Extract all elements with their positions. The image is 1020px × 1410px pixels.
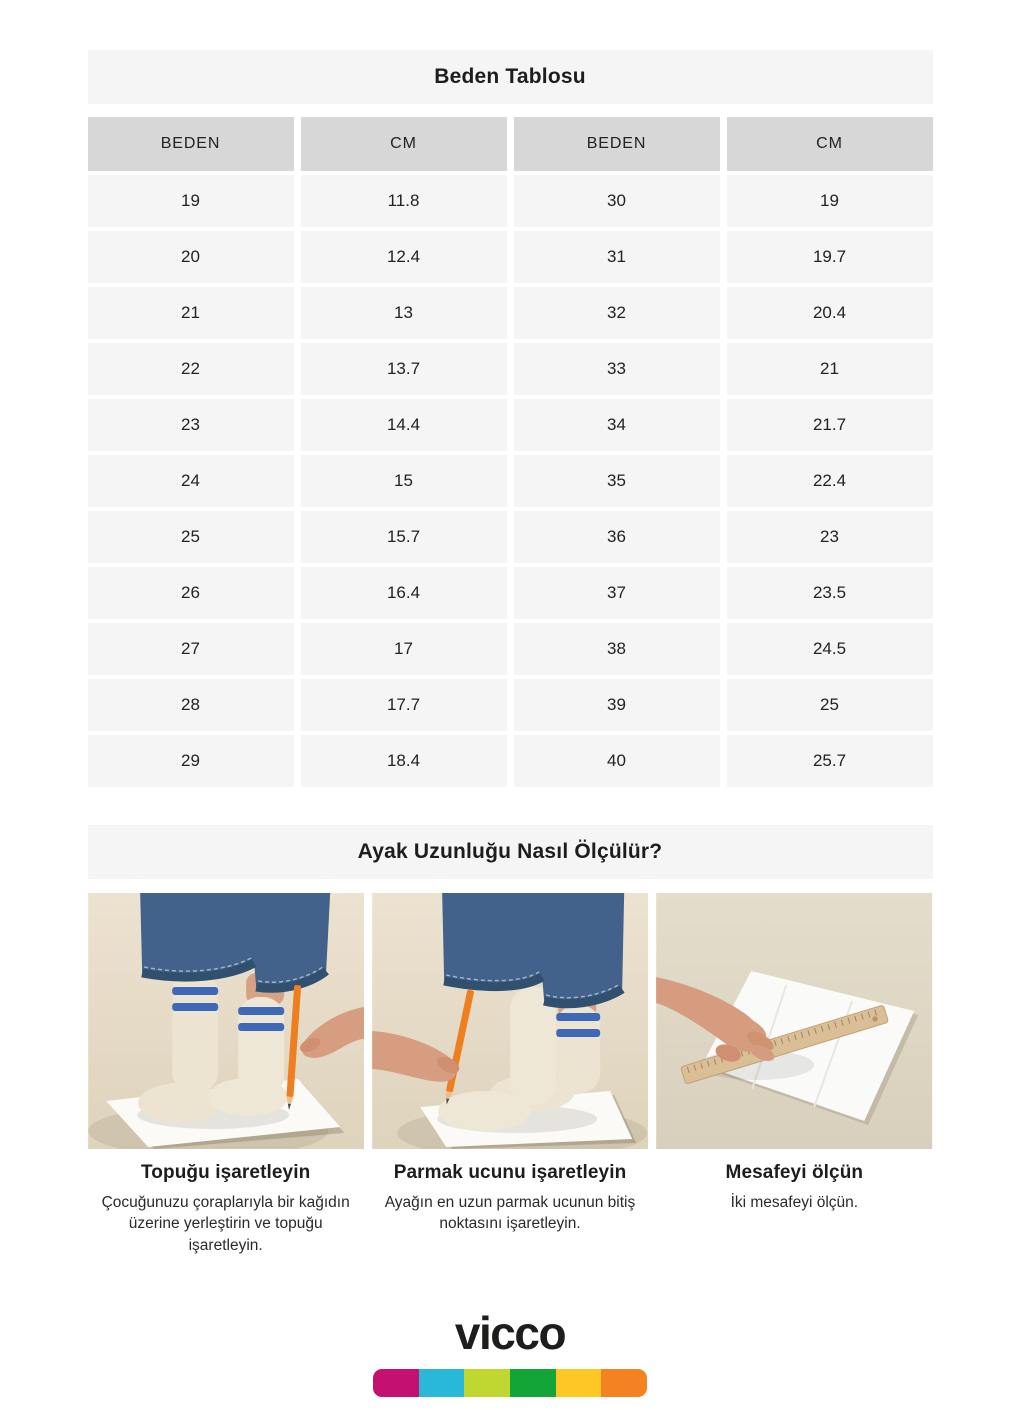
size-cell: 24 (88, 455, 294, 507)
size-cell: 30 (514, 175, 720, 227)
size-cell: 22.4 (727, 455, 933, 507)
size-cell: 38 (514, 623, 720, 675)
size-cell: 23 (727, 511, 933, 563)
size-cell: 13.7 (301, 343, 507, 395)
rainbow-bar (373, 1369, 647, 1397)
size-cell: 11.8 (301, 175, 507, 227)
col-header-cm-left: CM (301, 117, 507, 171)
mark-toe-illustration (372, 893, 648, 1149)
rainbow-segment (510, 1369, 556, 1397)
step-description: İki mesafeyi ölçün. (730, 1194, 859, 1211)
size-cell: 21.7 (727, 399, 933, 451)
size-cell: 15.7 (301, 511, 507, 563)
size-cell: 39 (514, 679, 720, 731)
measure-distance-photo (656, 893, 932, 1149)
size-cell: 20 (88, 231, 294, 283)
size-cell: 26 (88, 567, 294, 619)
howto-photos (88, 893, 933, 1149)
size-cell: 23.5 (727, 567, 933, 619)
size-cell: 17 (301, 623, 507, 675)
col-header-size-left: BEDEN (88, 117, 294, 171)
measure-distance-illustration (656, 893, 932, 1149)
size-cell: 33 (514, 343, 720, 395)
step-title: Topuğu işaretleyin (141, 1162, 311, 1183)
size-cell: 36 (514, 511, 720, 563)
rainbow-segment (373, 1369, 419, 1397)
rainbow-segment (601, 1369, 647, 1397)
size-cell: 35 (514, 455, 720, 507)
size-cell: 37 (514, 567, 720, 619)
step-description: Ayağın en uzun parmak ucunun bitiş noktasını işaretleyin. (384, 1194, 636, 1233)
step-description: Çocuğunuzu çoraplarıyla bir kağıdın üzerine yerleştirin ve topuğu işaretleyin. (101, 1194, 350, 1254)
size-cell: 25 (727, 679, 933, 731)
size-cell: 12.4 (301, 231, 507, 283)
size-cell: 15 (301, 455, 507, 507)
size-cell: 24.5 (727, 623, 933, 675)
col-header-size-right: BEDEN (514, 117, 720, 171)
size-cell: 17.7 (301, 679, 507, 731)
size-cell: 31 (514, 231, 720, 283)
size-cell: 21 (727, 343, 933, 395)
size-cell: 29 (88, 735, 294, 787)
rainbow-segment (464, 1369, 510, 1397)
size-cell: 20.4 (727, 287, 933, 339)
howto-captions (88, 1162, 933, 1256)
howto-title-bar (88, 825, 933, 879)
size-cell: 19 (88, 175, 294, 227)
size-cell: 34 (514, 399, 720, 451)
size-table-title-bar (88, 50, 933, 104)
mark-heel-photo (88, 893, 364, 1149)
size-cell: 40 (514, 735, 720, 787)
size-cell: 16.4 (301, 567, 507, 619)
size-cell: 25.7 (727, 735, 933, 787)
size-cell: 25 (88, 511, 294, 563)
rainbow-segment (556, 1369, 602, 1397)
howto-title: Ayak Uzunluğu Nasıl Ölçülür? (357, 840, 663, 863)
size-cell: 28 (88, 679, 294, 731)
size-cell: 14.4 (301, 399, 507, 451)
size-table-title: Beden Tablosu (434, 65, 586, 88)
step-title: Mesafeyi ölçün (725, 1162, 864, 1183)
size-cell: 23 (88, 399, 294, 451)
size-cell: 19.7 (727, 231, 933, 283)
size-table (88, 117, 933, 787)
page-content (88, 50, 933, 1397)
step-title: Parmak ucunu işaretleyin (393, 1162, 627, 1183)
mark-heel-illustration (88, 893, 364, 1149)
size-cell: 32 (514, 287, 720, 339)
col-header-cm-right: CM (727, 117, 933, 171)
vicco-logo: vicco (454, 1307, 566, 1360)
step-card-mark-heel (88, 1162, 364, 1256)
size-cell: 13 (301, 287, 507, 339)
step-card-measure (656, 1162, 932, 1256)
rainbow-segment (419, 1369, 465, 1397)
size-cell: 22 (88, 343, 294, 395)
size-cell: 27 (88, 623, 294, 675)
mark-toe-photo (372, 893, 648, 1149)
size-cell: 18.4 (301, 735, 507, 787)
step-card-mark-toe (372, 1162, 648, 1256)
size-cell: 21 (88, 287, 294, 339)
size-cell: 19 (727, 175, 933, 227)
